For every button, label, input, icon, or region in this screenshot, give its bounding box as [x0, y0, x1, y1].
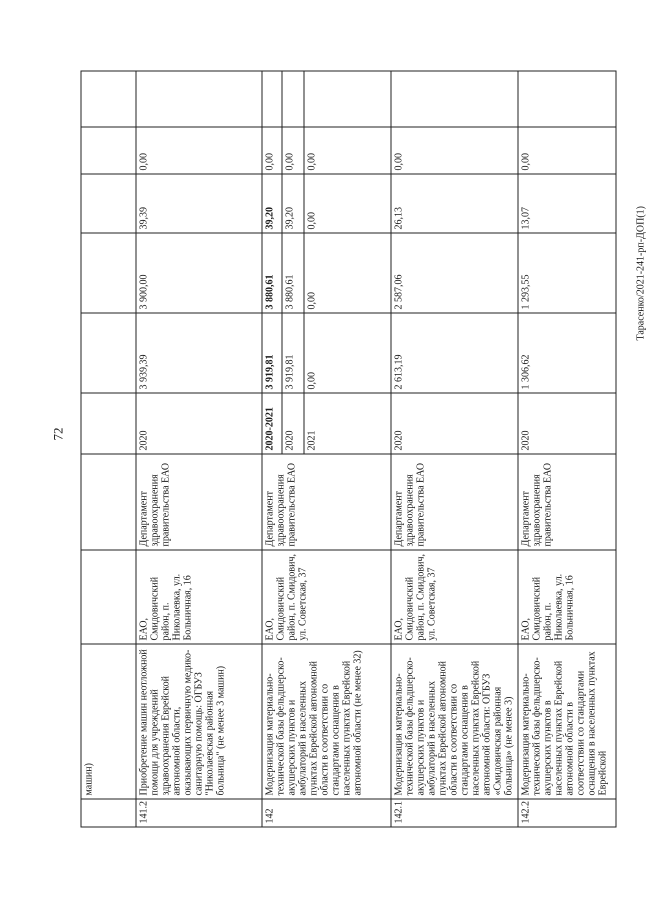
row-total: 3 939,39 [136, 313, 262, 393]
table-row [391, 71, 518, 827]
row-amount-1: 3 880,61 [262, 233, 282, 313]
row-total: 1 306,62 [518, 313, 616, 393]
row-executor: Департамент здравоохранения правительства ЕАО [518, 454, 616, 550]
row-total: 3 919,81 [262, 313, 282, 393]
table-row [262, 71, 282, 827]
row-number: 142.2 [518, 799, 616, 827]
row-year: 2020 [518, 393, 616, 454]
row-amount-2: 13,07 [518, 174, 616, 233]
table-row [136, 71, 262, 827]
row-amount-1: 3 880,61 [282, 233, 304, 313]
row-total: 3 919,81 [282, 313, 304, 393]
row-amount-2: 0,00 [304, 174, 391, 233]
row-executor: Департамент здравоохранения правительства ЕАО [136, 454, 262, 550]
row-amount-3: 0,00 [262, 127, 282, 174]
row-name: Модернизация материально-технической базы фельдшерско-акушерских пунктов в населенных пунктах Еврейской автономной области в соответствии со стандартами оснащения в населенных пунктах Еврейской [518, 644, 616, 799]
row-amount-1: 3 900,00 [136, 233, 262, 313]
row-number: 142.1 [391, 799, 518, 827]
row-amount-3: 0,00 [304, 127, 391, 174]
row-amount-3: 0,00 [391, 127, 518, 174]
row-location: ЕАО, Смидовичский район, п. Николаевка, ул. Больничная, 16 [136, 550, 262, 644]
row-amount-2: 39,20 [262, 174, 282, 233]
program-table [81, 71, 617, 828]
row-year: 2020-2021 [262, 393, 282, 454]
row-executor: Департамент здравоохранения правительства ЕАО [262, 454, 391, 550]
row-name: Модернизация материально-технической базы фельдшерско-акушерских пунктов и амбулаторий в населенных пунктах Еврейской автономной области в соответствии со стандартами оснащения в населенных пунктах Еврейской автономной области: ОГБУЗ «Смидовичская районная больница» (не менее 3) [391, 644, 518, 799]
row-amount-3: 0,00 [282, 127, 304, 174]
document-code: Тарасенко/2021-241-рп-ДОП(1) [635, 206, 647, 341]
row-location: ЕАО, Смидовичский район, п. Смидович, ул. Советская, 37 [262, 550, 391, 644]
row-year: 2020 [282, 393, 304, 454]
table-row [81, 71, 136, 827]
row-amount-1: 0,00 [304, 233, 391, 313]
table-container [80, 72, 615, 828]
row-total: 0,00 [304, 313, 391, 393]
row-executor: Департамент здравоохранения правительства ЕАО [391, 454, 518, 550]
row-amount-2: 39,39 [136, 174, 262, 233]
row-location: ЕАО, Смидовичский район, п. Николаевка, ул. Больничная, 16 [518, 550, 616, 644]
table-row [518, 71, 616, 827]
row-amount-2: 39,20 [282, 174, 304, 233]
row-amount-2: 26,13 [391, 174, 518, 233]
row-number: 141.2 [136, 799, 262, 827]
row-year: 2021 [304, 393, 391, 454]
row-amount-1: 2 587,06 [391, 233, 518, 313]
row-year: 2020 [136, 393, 262, 454]
row-amount-3: 0,00 [518, 127, 616, 174]
row-year: 2020 [391, 393, 518, 454]
row-name: Приобретение машин неотложной помощи для учреждений здравоохранения Еврейской автономной области, оказывающих первичную медико-санитарную помощь: ОГБУЗ "Николаевская районная больница" (не менее 3 машин) [136, 644, 262, 799]
page-number: 72 [50, 427, 66, 441]
row-number: 142 [262, 799, 391, 827]
row-amount-3: 0,00 [136, 127, 262, 174]
row-location: ЕАО, Смидовичский район, п. Смидович, ул. Советская, 37 [391, 550, 518, 644]
row-total: 2 613,19 [391, 313, 518, 393]
row-name: Модернизация материально-технической базы фельдшерско-акушерских пунктов и амбулаторий в населенных пунктах Еврейской автономной области в соответствии со стандартами оснащения в населенных пунктах Еврейской автономной области (не менее 32) [262, 644, 391, 799]
header-continuation-text: машин) [81, 644, 136, 799]
row-amount-1: 1 293,55 [518, 233, 616, 313]
